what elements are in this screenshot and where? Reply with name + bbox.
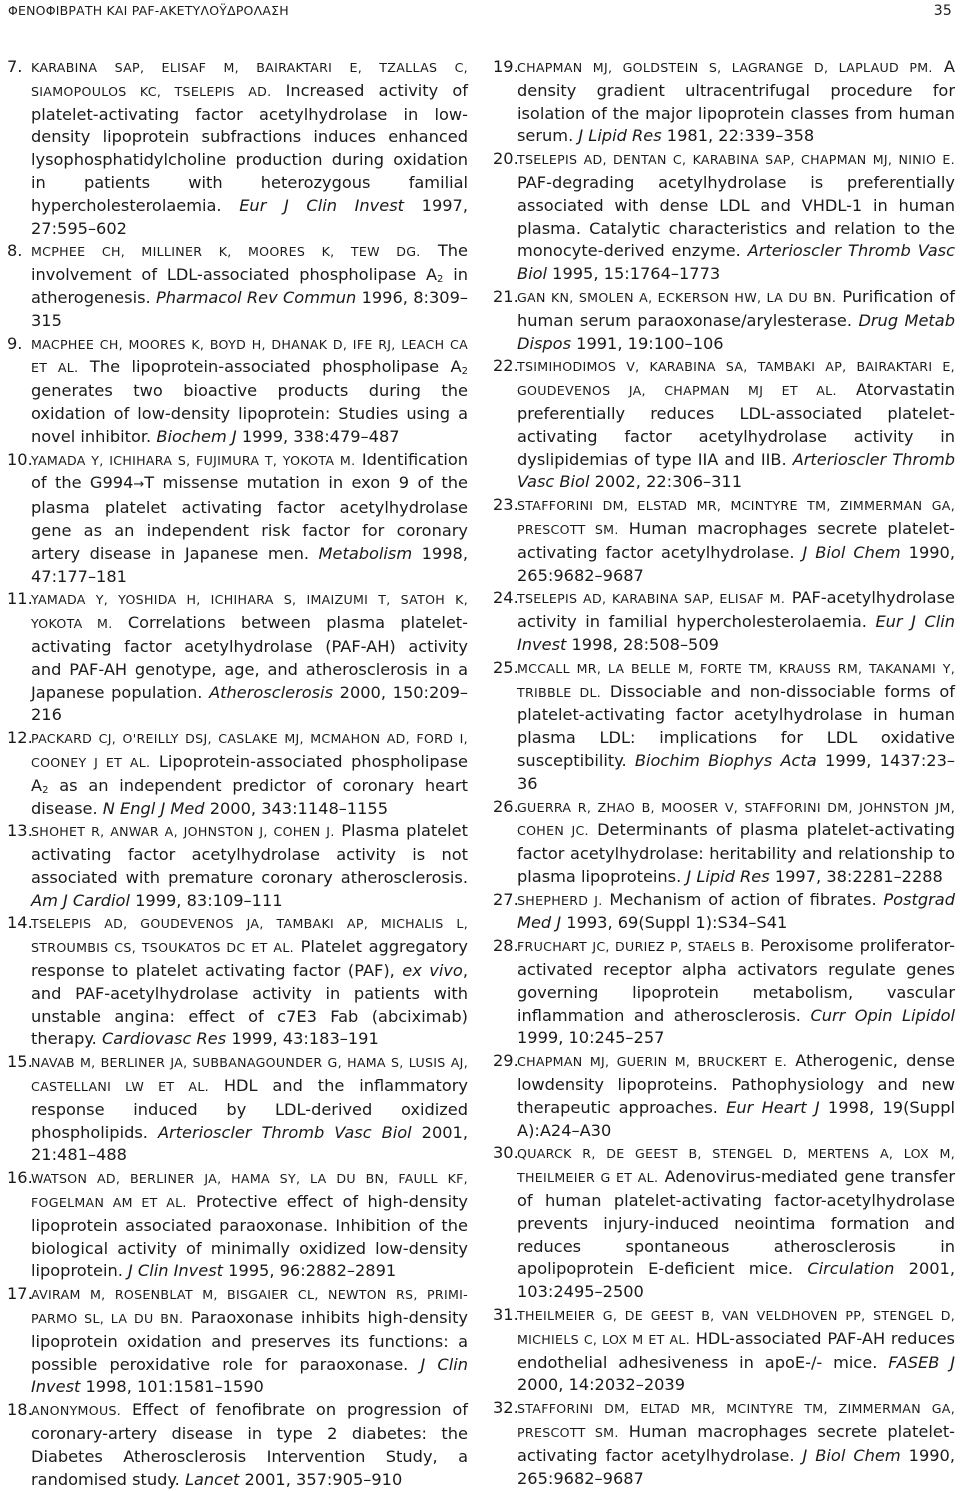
reference-journal: Cardiovasc Res (101, 1029, 227, 1049)
reference-entry (493, 796, 955, 889)
reference-journal: J Biol Chem (802, 542, 901, 562)
reference-title-cont: in atherogenesis. (31, 265, 468, 307)
reference-journal: Biochim Biophys Acta (634, 750, 817, 770)
reference-entry (7, 727, 468, 820)
reference-title: HDL-associated PAF-AH reduces endothelial adhesiveness in apoE-/- mice. (517, 1328, 955, 1372)
reference-authors: THEILMEIER G, DE GEEST B, VAN VELDHOVEN PP, STENGEL D, MICHIELS C, LOX M ET AL. (517, 1308, 955, 1347)
reference-citation: 2000, 343:1148–1155 (204, 798, 389, 818)
reference-title: The involvement of LDL-associated phospholipase A (31, 241, 468, 285)
subscript: 2 (461, 366, 468, 378)
reference-entry (7, 1051, 468, 1167)
reference-number: 12. (7, 728, 33, 748)
reference-citation: 1996, 8:309–315 (31, 287, 468, 330)
reference-entry (493, 494, 955, 587)
reference-journal: Biochem J (156, 426, 237, 446)
reference-journal: Eur Heart J (726, 1097, 820, 1117)
reference-journal: Eur J Clin Invest (517, 612, 955, 654)
reference-entry (493, 1397, 955, 1490)
reference-authors: YAMADA Y, YOSHIDA H, ICHIHARA S, IMAIZUMI T, SATOH K, YOKOTA M. (31, 592, 468, 632)
reference-title: Human macrophages secrete platelet-activating factor acetylhydrolase. (517, 518, 956, 562)
reference-citation: 1995, 15:1764–1773 (547, 264, 721, 284)
reference-title: Determinants of plasma platelet-activating factor acetylhydrolase: heritability and relationship to plasma lipoproteins. (517, 820, 955, 886)
reference-journal: Metabolism (318, 543, 413, 563)
reference-title: Atorvastatin preferentially reduces LDL-associated platelet-activating factor acetylhydrolase activity in dyslipidemias of type IIA and IIB. (517, 380, 955, 469)
reference-authors: TSELEPIS AD, DENTAN C, KARABINA SAP, CHAPMAN MJ, NINIO E. (517, 152, 955, 168)
reference-title: A density gradient ultracentrifugal procedure for isolation of the major lipoprotein classes from human serum. (517, 57, 955, 146)
reference-journal: Arterioscler Thromb Vasc Biol (517, 241, 955, 284)
reference-entry (493, 1142, 955, 1304)
reference-number: 13. (7, 821, 33, 841)
reference-title: Peroxisome proliferator-activated receptor alpha activators regulate genes governing lipoprotein metabolism, vascular inflammation and atherosclerosis. (517, 936, 955, 1025)
italic-phrase: ex vivo (402, 961, 463, 981)
reference-title: Platelet aggregatory response to platelet activating factor (PAF), (31, 937, 468, 981)
reference-title: PAF-degrading acetylhydrolase is preferentially associated with dense LDL and VHDL-1 in human plasma. Catalytic characteristics and relation to the monocyte-derived enzyme. (517, 172, 955, 261)
reference-title: Lipoprotein-associated phospholipase A (31, 751, 469, 795)
reference-citation: 2000, 14:2032–2039 (517, 1375, 686, 1395)
running-title: ΦΕΝΟΦΙΒΡΑΤΗ ΚΑΙ PAF-ΑΚΕΤΥΛΟΫΔΡΟΛΑΣΗ (8, 3, 289, 18)
reference-journal: J Lipid Res (686, 866, 770, 886)
reference-title: Human macrophages secrete platelet-activating factor acetylhydrolase. (517, 1422, 956, 1465)
reference-entry (7, 240, 468, 332)
reference-journal: Lancet (184, 1469, 240, 1489)
reference-number: 16. (7, 1168, 33, 1188)
reference-title: Correlations between plasma platelet-activating factor acetylhydrolase (PAF-AH) activity and PAF-AH genotype, age, and atherosclerosis in a Japanese population. (31, 613, 468, 702)
reference-title: The lipoprotein-associated phospholipase A (78, 357, 462, 377)
page-number: 35 (933, 3, 952, 19)
reference-authors: TSELEPIS AD, GOUDEVENOS JA, TAMBAKI AP, MICHALIS L, STROUMBIS CS, TSOUKATOS DC ET AL. (31, 916, 468, 956)
reference-authors: MACPHEE CH, MOORES K, BOYD H, DHANAK D, IFE RJ, LEACH CA ET AL. (31, 336, 468, 376)
reference-entry (493, 355, 955, 494)
reference-authors: MCPHEE CH, MILLINER K, MOORES K, TEW DG. (31, 244, 421, 260)
reference-journal: Arterioscler Thromb Vasc Biol (517, 449, 955, 492)
reference-title: HDL and the inflammatory response induced by LDL-derived oxidized phospholipids. (31, 1076, 469, 1142)
reference-title-cont: T missense mutation in exon 9 of the plasma platelet activating factor acetylhydrolase gene as an independent risk factor for coronary artery disease in Japanese men. (31, 473, 468, 563)
arrow-symbol: → (133, 477, 145, 493)
reference-number: 17. (7, 1284, 33, 1304)
reference-journal: Arterioscler Thromb Vasc Biol (157, 1122, 412, 1142)
reference-authors: TSELEPIS AD, KARABINA SAP, ELISAF M. (517, 591, 786, 607)
reference-title-cont: as an independent predictor of coronary heart disease. (31, 775, 468, 818)
reference-entry (493, 587, 955, 656)
reference-citation: 1991, 19:100–106 (571, 333, 724, 353)
reference-title: Dissociable and non-dissociable forms of platelet-activating factor acetylhydrolase in human plasma LDL: implications for LDL oxidative susceptibility. (517, 681, 955, 770)
reference-journal: J Clin Invest (31, 1354, 468, 1397)
reference-entry (7, 588, 468, 727)
reference-authors: SHOHET R, ANWAR A, JOHNSTON J, COHEN J. (31, 824, 335, 840)
reference-citation: 2001, 357:905–910 (239, 1469, 403, 1489)
reference-entry (7, 820, 468, 912)
reference-title-cont: generates two bioactive products during the oxidation of low-density lipoprotein: Studies using a novel inhibitor. (31, 381, 468, 446)
reference-authors: CHAPMAN MJ, GUERIN M, BRUCKERT E. (517, 1054, 788, 1070)
reference-entry (493, 1304, 955, 1397)
reference-number: 28. (493, 936, 519, 956)
reference-authors: TSIMIHODIMOS V, KARABINA SA, TAMBAKI AP, BAIRAKTARI E, GOUDEVENOS JA, CHAPMAN MJ ET AL. (517, 359, 955, 399)
reference-journal: J Biol Chem (802, 1445, 901, 1465)
reference-title: Mechanism of action of fibrates. (602, 889, 884, 909)
reference-citation: 1990, 265:9682–9687 (517, 1445, 955, 1488)
reference-title: Increased activity of platelet-activating factor acetylhydrolase in low-density lipoprotein subfractions induces enhanced lysophosphatidylcholine production during oxidation in patients with heterozygous familial hypercholesterolaemia. (31, 80, 468, 215)
reference-authors: FRUCHART JC, DURIEZ P, STAELS B. (517, 939, 755, 955)
reference-authors: SHEPHERD J. (517, 892, 603, 908)
reference-entry (7, 1399, 468, 1491)
reference-number: 15. (7, 1052, 33, 1072)
reference-journal: N Engl J Med (102, 798, 205, 818)
reference-authors: QUARCK R, DE GEEST B, STENGEL D, MERTENS A, LOX M, THEILMEIER G ET AL. (517, 1146, 955, 1186)
reference-authors: AVIRAM M, ROSENBLAT M, BISGAIER CL, NEWTON RS, PRIMI-PARMO SL, LA DU BN. (31, 1287, 468, 1327)
reference-title: Adenovirus-mediated gene transfer of human platelet-activating factor-acetylhydrolase prevents injury-induced neointima formation and reduces spontaneous atherosclerosis in apolipoprotein E-deficient mice. (517, 1167, 955, 1279)
reference-number: 18. (7, 1400, 33, 1420)
subscript: 2 (437, 274, 444, 286)
reference-citation: 2002, 22:306–311 (589, 472, 743, 492)
reference-entry (7, 1167, 468, 1283)
reference-number: 29. (493, 1051, 519, 1071)
reference-journal: Eur J Clin Invest (239, 195, 404, 215)
reference-title: Identification of the G994 (31, 449, 468, 493)
reference-citation: 1990, 265:9682–9687 (517, 542, 955, 585)
reference-journal: Postgrad Med J (517, 889, 955, 933)
references-right-column (493, 56, 955, 1490)
reference-citation: 2001, 103:2495–2500 (517, 1259, 955, 1302)
reference-authors: ANONYMOUS. (31, 1403, 122, 1419)
reference-number: 11. (7, 589, 33, 609)
reference-number: 19. (493, 57, 519, 76)
reference-title: PAF-acetylhydrolase activity in familial hypercholesterolaemia. (517, 588, 955, 632)
reference-entry (493, 286, 955, 355)
reference-number: 27. (493, 889, 519, 909)
subscript: 2 (42, 784, 49, 796)
reference-number: 25. (493, 657, 519, 677)
reference-title: Purification of human serum paraoxonase/arylesterase. (517, 286, 955, 330)
reference-number: 26. (493, 796, 519, 816)
reference-authors: STAFFORINI DM, ELSTAD MR, MCINTYRE TM, ZIMMERMAN GA, PRESCOTT SM. (517, 498, 955, 537)
reference-journal: Curr Opin Lipidol (810, 1005, 956, 1025)
reference-entry (493, 1050, 955, 1142)
reference-entry (493, 935, 955, 1050)
reference-journal: Pharmacol Rev Commun (155, 287, 357, 307)
reference-number: 8. (7, 241, 23, 261)
reference-authors: MCCALL MR, LA BELLE M, FORTE TM, KRAUSS RM, TAKANAMI Y, TRIBBLE DL. (517, 660, 955, 700)
reference-citation: 1999, 43:183–191 (226, 1029, 379, 1049)
reference-citation: 1993, 69(Suppl 1):S34–S41 (561, 913, 788, 933)
reference-number: 32. (493, 1398, 519, 1418)
reference-citation: 1998, 47:177–181 (31, 543, 468, 586)
reference-entry (7, 333, 468, 449)
reference-entry (7, 449, 468, 589)
reference-entry (493, 889, 955, 936)
reference-entry (7, 56, 468, 240)
reference-citation: 2000, 150:209–216 (31, 682, 468, 725)
reference-number: 10. (7, 449, 33, 469)
reference-authors: YAMADA Y, ICHIHARA S, FUJIMURA T, YOKOTA M. (31, 452, 356, 468)
reference-journal: FASEB J (888, 1352, 956, 1372)
reference-authors: KARABINA SAP, ELISAF M, BAIRAKTARI E, TZALLAS C, SIAMOPOULOS KC, TSELEPIS AD. (31, 60, 468, 99)
reference-authors: GUERRA R, ZHAO B, MOOSER V, STAFFORINI DM, JOHNSTON JM, COHEN JC. (517, 799, 955, 839)
reference-journal: Drug Metab Dispos (517, 310, 955, 353)
reference-number: 31. (493, 1305, 519, 1325)
reference-title: Effect of fenofibrate on progression of coronary-artery disease in type 2 diabetes: the Diabetes Atherosclerosis Intervention Study, a randomised study. (31, 1400, 468, 1489)
reference-number: 22. (493, 356, 519, 376)
reference-authors: WATSON AD, BERLINER JA, HAMA SY, LA DU BN, FAULL KF, FOGELMAN AM ET AL. (31, 1171, 468, 1211)
reference-citation: 1999, 1437:23–36 (517, 750, 955, 793)
reference-title: Plasma platelet activating factor acetylhydrolase activity is not associated with premature coronary atherosclerosis. (31, 821, 468, 887)
reference-entry (493, 657, 955, 796)
reference-journal: Circulation (807, 1259, 895, 1279)
reference-citation: 1997, 27:595–602 (31, 195, 468, 238)
reference-entry (493, 56, 955, 148)
reference-authors: STAFFORINI DM, ELTAD MR, MCINTYRE TM, ZIMMERMAN GA, PRESCOTT SM. (517, 1401, 955, 1441)
reference-number: 14. (7, 913, 33, 933)
reference-journal: J Lipid Res (578, 126, 662, 146)
reference-title: Paraoxonase inhibits high-density lipoprotein oxidation and preserves its functions: a possible peroxidative role for paraoxonase. (31, 1308, 468, 1374)
reference-number: 7. (7, 57, 23, 76)
reference-title-cont: , and PAF-acetylhydrolase activity in patients with unstable angina: effect of c7E3 Fab (abciximab) therapy. (31, 961, 468, 1049)
reference-citation: 1998, 19(Suppl A):A24–A30 (517, 1097, 955, 1140)
reference-citation: 1998, 28:508–509 (566, 634, 719, 654)
reference-citation: 1999, 338:479–487 (236, 426, 400, 446)
reference-journal: J Clin Invest (128, 1261, 223, 1281)
reference-authors: NAVAB M, BERLINER JA, SUBBANAGOUNDER G, HAMA S, LUSIS AJ, CASTELLANI LW ET AL. (31, 1055, 468, 1095)
reference-entry (493, 148, 955, 286)
reference-citation: 1999, 83:109–111 (129, 890, 283, 910)
reference-title: Atherogenic, dense lowdensity lipoproteins. Pathophysiology and new therapeutic approaches. (517, 1051, 955, 1117)
reference-number: 23. (493, 495, 519, 515)
reference-authors: PACKARD CJ, O'REILLY DSJ, CASLAKE MJ, MCMAHON AD, FORD I, COONEY J ET AL. (31, 731, 468, 770)
reference-title: Protective effect of high-density lipoprotein associated paraoxonase. Inhibition of the biological activity of minimally oxidized low-density lipoprotein. (31, 1192, 468, 1281)
reference-journal: Am J Cardiol (31, 890, 130, 910)
reference-citation: 1981, 22:339–358 (661, 126, 815, 146)
reference-citation: 1997, 38:2281–2288 (769, 866, 943, 886)
reference-citation: 1999, 10:245–257 (517, 1028, 665, 1048)
reference-authors: GAN KN, SMOLEN A, ECKERSON HW, LA DU BN. (517, 289, 837, 305)
reference-citation: 1998, 101:1581–1590 (80, 1377, 264, 1397)
reference-number: 9. (7, 333, 23, 353)
reference-number: 24. (493, 588, 519, 608)
reference-authors: CHAPMAN MJ, GOLDSTEIN S, LAGRANGE D, LAPLAUD PM. (517, 60, 933, 75)
references-left-column (7, 56, 468, 1491)
running-head (8, 3, 952, 27)
reference-number: 21. (493, 286, 519, 306)
reference-journal: Atherosclerosis (209, 682, 334, 702)
reference-citation: 1995, 96:2882–2891 (223, 1261, 397, 1281)
reference-citation: 2001, 21:481–488 (31, 1122, 468, 1165)
reference-number: 20. (493, 149, 519, 169)
reference-number: 30. (493, 1143, 519, 1163)
reference-entry (7, 912, 468, 1051)
reference-entry (7, 1283, 468, 1399)
